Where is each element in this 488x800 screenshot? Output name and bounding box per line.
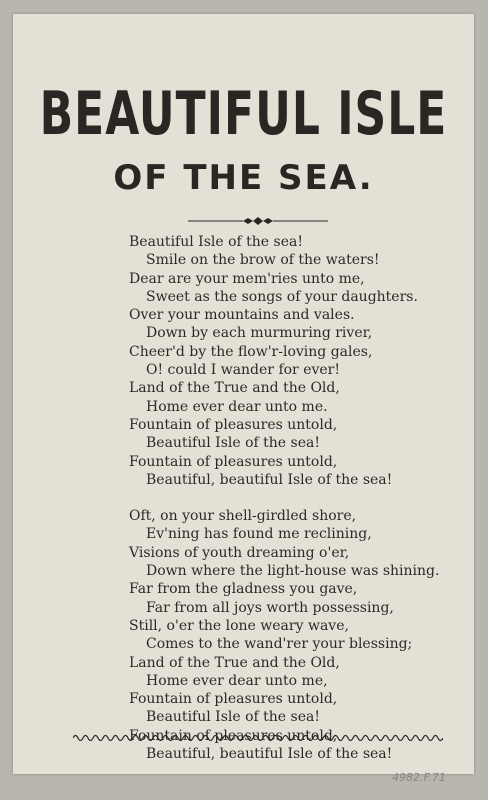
title-line-2: OF THE SEA. — [113, 158, 374, 198]
poem-line: Beautiful Isle of the sea! — [146, 709, 320, 726]
poem-line: Down by each murmuring river, — [146, 325, 373, 342]
poem-line: Land of the True and the Old, — [129, 654, 340, 671]
poem-line: Dear are your mem'ries unto me, — [129, 270, 365, 287]
poem-line: Still, o'er the lone weary wave, — [129, 617, 349, 634]
wavy-rule — [73, 732, 443, 744]
poem-line: Far from all joys worth possessing, — [146, 599, 394, 616]
poem-line: Cheer'd by the flow'r-loving gales, — [129, 343, 373, 360]
ornament-divider — [188, 214, 328, 228]
stanza-2 — [129, 507, 439, 763]
poem-line: Beautiful, beautiful Isle of the sea! — [146, 471, 393, 488]
poem-line: O! could I wander for ever! — [146, 362, 340, 379]
poem-line: Ev'ning has found me reclining, — [146, 526, 372, 543]
poem-line: Sweet as the songs of your daughters. — [146, 288, 418, 305]
poem-line: Fountain of pleasures untold, — [129, 453, 338, 470]
poem-line: Home ever dear unto me, — [146, 672, 328, 689]
poem-line: Over your mountains and vales. — [129, 307, 355, 324]
poem-line: Far from the gladness you gave, — [129, 581, 358, 598]
poem-line: Down where the light-house was shining. — [146, 563, 440, 580]
song-sheet — [13, 14, 474, 774]
poem-line: Home ever dear unto me. — [146, 398, 328, 415]
poem-body — [129, 233, 439, 763]
poem-line: Land of the True and the Old, — [129, 380, 340, 397]
stanza-1 — [129, 233, 439, 489]
poem-line: Fountain of pleasures untold, — [129, 416, 338, 433]
poem-line: Beautiful, beautiful Isle of the sea! — [146, 746, 393, 763]
poem-line: Visions of youth dreaming o'er, — [129, 544, 350, 561]
poem-line: Oft, on your shell-girdled shore, — [129, 508, 357, 525]
catalog-number: 4982.F.71 — [392, 771, 446, 784]
poem-line: Fountain of pleasures untold, — [129, 691, 338, 708]
poem-line: Smile on the brow of the waters! — [146, 252, 380, 269]
poem-line: Fountain of pleasures untold, — [129, 727, 338, 744]
poem-line: Beautiful Isle of the sea! — [146, 435, 320, 452]
title-line-1: BEAUTIFUL ISLE — [39, 80, 448, 149]
poem-line: Comes to the wand'rer your blessing; — [146, 636, 413, 653]
poem-line: Beautiful Isle of the sea! — [129, 234, 303, 250]
